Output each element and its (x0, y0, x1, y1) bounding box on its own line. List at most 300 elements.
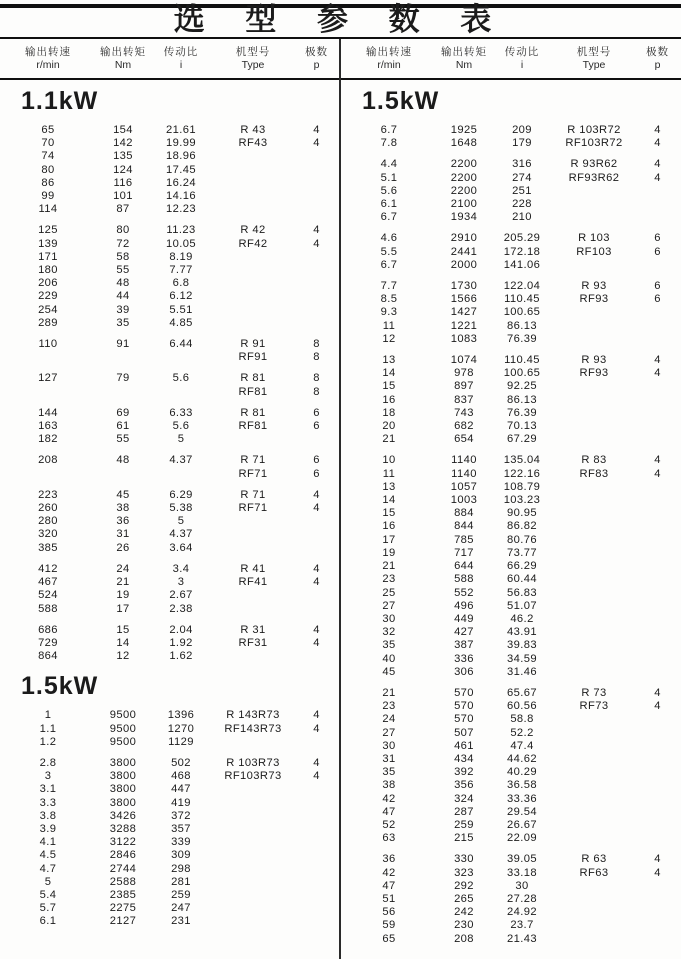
table-cell: 144 (38, 406, 58, 419)
table-cell: 21 (382, 433, 396, 446)
table-cell: 1140 (451, 467, 477, 480)
table-cell: 978 (454, 367, 474, 380)
table-cell: 6.1 (380, 198, 398, 211)
table-cell: 79 (116, 372, 130, 385)
column-header-label: 输出转矩 (441, 46, 487, 58)
table-cell: 392 (454, 766, 474, 779)
table-cell: 320 (38, 528, 58, 541)
table-cell (212, 863, 294, 876)
table-row (0, 164, 339, 177)
table-cell: 9500 (109, 709, 137, 722)
table-cell: 2441 (450, 245, 478, 258)
table-row (0, 454, 339, 467)
table-cell (294, 603, 339, 616)
table-row (341, 867, 681, 880)
table-row (341, 832, 681, 845)
table-cell: 6 (313, 467, 320, 480)
table-cell (553, 306, 635, 319)
table-cell: 38 (116, 502, 130, 515)
table-cell: RF41 (238, 576, 268, 589)
table-cell: 496 (454, 599, 474, 612)
table-cell: R 91 (240, 338, 266, 351)
table-cell (294, 902, 339, 915)
table-cell: 2000 (450, 258, 478, 271)
table-cell: 298 (171, 862, 191, 875)
table-cell: RF103 (576, 245, 612, 258)
table-cell: 60.44 (507, 573, 537, 586)
column-header-label: 极数 (305, 46, 328, 58)
column-header (553, 46, 635, 72)
table-cell: 229 (38, 290, 58, 303)
row-block (341, 280, 681, 346)
table-cell: R 83 (581, 454, 607, 467)
table-cell (635, 666, 680, 679)
table-cell (553, 906, 635, 919)
table-cell: 33.18 (507, 866, 537, 879)
table-cell: 47 (382, 805, 396, 818)
table-cell: 467 (38, 576, 58, 589)
table-cell: 1648 (450, 137, 478, 150)
table-row (341, 420, 681, 433)
table-cell: 1925 (450, 124, 478, 136)
table-row (0, 150, 339, 163)
table-cell (212, 177, 294, 190)
table-cell: 2127 (109, 915, 137, 928)
table-row (0, 810, 339, 823)
table-cell: 80 (116, 224, 130, 237)
table-cell (553, 407, 635, 420)
row-block (0, 563, 339, 616)
table-cell (635, 520, 680, 533)
table-cell: 1003 (450, 494, 478, 507)
table-row (0, 823, 339, 836)
table-row (341, 779, 681, 792)
table-cell (635, 306, 680, 319)
table-cell: 58 (116, 250, 130, 263)
table-cell (553, 626, 635, 639)
table-row (341, 246, 681, 259)
table-cell (294, 783, 339, 796)
table-cell (635, 494, 680, 507)
table-cell: 4 (313, 224, 320, 237)
table-cell: 44 (116, 290, 130, 303)
table-cell: 4.1 (39, 836, 57, 849)
table-row (341, 481, 681, 494)
table-cell: 7.8 (380, 137, 398, 150)
table-cell (553, 587, 635, 600)
section-power-title: 1.5kW (362, 87, 440, 115)
table-cell: 4 (313, 137, 320, 150)
table-row (0, 637, 339, 650)
table-cell (294, 177, 339, 190)
table-cell (212, 150, 294, 163)
table-row (341, 306, 681, 319)
table-cell (553, 494, 635, 507)
table-cell: RF103R73 (224, 770, 282, 783)
table-row (341, 766, 681, 779)
table-row (341, 367, 681, 380)
table-cell (294, 589, 339, 602)
table-cell: 80 (41, 163, 55, 176)
table-cell: 3 (44, 770, 52, 783)
table-row (0, 902, 339, 915)
table-cell (294, 849, 339, 862)
table-cell: 8.19 (169, 250, 193, 263)
table-cell: 8 (313, 385, 320, 398)
table-cell (553, 573, 635, 586)
table-cell: 2.8 (39, 756, 57, 769)
table-cell: 27 (382, 726, 396, 739)
table-cell: 2910 (450, 232, 478, 245)
table-row (0, 515, 339, 528)
row-block (341, 354, 681, 446)
table-cell: 309 (171, 849, 191, 862)
table-cell (553, 481, 635, 494)
table-cell: 23 (382, 573, 396, 586)
table-cell (212, 783, 294, 796)
column-header-label: 传动比 (163, 46, 199, 58)
row-block (341, 124, 681, 150)
table-cell: R 63 (581, 853, 607, 866)
table-cell: 2275 (109, 902, 137, 915)
table-cell: 13 (382, 480, 396, 493)
table-cell: 47 (382, 879, 396, 892)
table-cell: 259 (171, 888, 191, 901)
table-cell (212, 203, 294, 216)
table-cell: 15 (116, 623, 130, 636)
table-cell (96, 351, 150, 364)
table-cell: R 71 (240, 454, 266, 467)
table-cell: 127 (38, 372, 58, 385)
table-cell (553, 740, 635, 753)
table-cell: 3800 (109, 756, 137, 769)
column-header-unit: r/min (36, 59, 60, 71)
table-cell: 20 (382, 420, 396, 433)
table-cell: 19 (382, 546, 396, 559)
table-cell: 2.38 (169, 602, 193, 615)
table-cell: 5 (177, 515, 185, 528)
table-cell: 30 (382, 739, 396, 752)
table-cell: RF43 (238, 137, 268, 150)
table-cell: 357 (171, 822, 191, 835)
table-cell: 86.82 (507, 520, 537, 533)
table-cell (635, 806, 680, 819)
table-row (0, 264, 339, 277)
table-row (341, 573, 681, 586)
column-header-label: 极数 (646, 46, 669, 58)
table-cell: 9500 (109, 722, 137, 735)
table-cell: 4 (654, 454, 661, 467)
table-row (341, 793, 681, 806)
table-cell: 21.43 (507, 932, 537, 945)
table-cell: 103.23 (503, 494, 541, 507)
table-cell: 280 (38, 515, 58, 528)
table-cell (553, 832, 635, 845)
table-cell: 12.23 (166, 203, 196, 216)
table-cell (212, 433, 294, 446)
table-cell: 3122 (109, 836, 137, 849)
table-cell: 4.37 (169, 454, 193, 467)
row-block (341, 687, 681, 845)
column-header (212, 46, 294, 72)
table-cell: 51 (382, 892, 396, 905)
table-cell: 259 (454, 818, 474, 831)
table-cell: 99 (41, 190, 55, 203)
table-cell: 5.6 (172, 372, 190, 385)
table-cell: 55 (116, 264, 130, 277)
table-cell (553, 380, 635, 393)
table-cell: 2200 (450, 158, 478, 171)
left-table-panel (0, 40, 339, 959)
column-header (491, 46, 553, 72)
table-cell (635, 793, 680, 806)
table-cell: 40.29 (507, 766, 537, 779)
table-cell (553, 547, 635, 560)
table-cell: 1 (44, 709, 52, 722)
table-cell (553, 433, 635, 446)
table-cell: 26.67 (507, 818, 537, 831)
table-cell: 7.7 (380, 280, 398, 293)
table-cell: 274 (512, 171, 532, 184)
table-row (0, 277, 339, 290)
table-cell: R 31 (240, 623, 266, 636)
table-cell: 5.6 (172, 420, 190, 433)
table-cell: 5 (177, 433, 185, 446)
table-cell: 5.38 (169, 502, 193, 515)
table-row (341, 407, 681, 420)
table-cell (212, 902, 294, 915)
table-cell: 70.13 (507, 420, 537, 433)
table-cell: 3800 (109, 783, 137, 796)
column-headers (0, 40, 339, 78)
table-cell: 209 (512, 124, 532, 136)
table-row (0, 137, 339, 150)
column-header (437, 46, 491, 72)
table-cell (294, 542, 339, 555)
table-row (341, 727, 681, 740)
table-cell: 19 (116, 589, 130, 602)
table-cell: 108.79 (503, 480, 541, 493)
table-cell: 1270 (167, 722, 195, 735)
table-row (0, 372, 339, 385)
table-cell (635, 380, 680, 393)
table-cell: 36 (116, 515, 130, 528)
table-cell: 729 (38, 636, 58, 649)
table-row (341, 740, 681, 753)
table-cell: 2846 (109, 849, 137, 862)
page-title: 选 型 参 数 表 (173, 2, 508, 37)
table-row (0, 723, 339, 736)
table-row (0, 863, 339, 876)
table-cell: 19.99 (166, 137, 196, 150)
table-cell (635, 779, 680, 792)
table-cell: 434 (454, 752, 474, 765)
table-cell: 4 (654, 467, 661, 480)
table-cell (635, 507, 680, 520)
table-cell: 45 (116, 488, 130, 501)
table-cell: 5.1 (380, 171, 398, 184)
table-cell (635, 433, 680, 446)
table-cell: 231 (171, 915, 191, 928)
column-header-label: 机型号 (576, 46, 612, 58)
table-cell: 717 (454, 546, 474, 559)
table-cell: RF42 (238, 237, 268, 250)
table-cell: 80.76 (507, 533, 537, 546)
table-cell: 76.39 (507, 406, 537, 419)
table-cell (635, 753, 680, 766)
table-row (341, 198, 681, 211)
table-cell: 324 (454, 792, 474, 805)
table-cell: 1.92 (169, 636, 193, 649)
table-cell: 4.4 (380, 158, 398, 171)
table-row (0, 420, 339, 433)
table-cell (212, 251, 294, 264)
table-cell (294, 277, 339, 290)
table-cell: 785 (454, 533, 474, 546)
table-cell: 1129 (168, 735, 194, 748)
table-cell (96, 386, 150, 399)
table-cell: 4 (313, 756, 320, 769)
table-cell: 4.85 (169, 316, 193, 329)
table-cell: 356 (454, 779, 474, 792)
table-row (341, 893, 681, 906)
table-cell: R 93 (581, 354, 607, 367)
table-row (0, 603, 339, 616)
table-cell: 461 (454, 739, 474, 752)
table-cell: 42 (382, 866, 396, 879)
table-cell: 3.3 (39, 796, 57, 809)
table-cell: 5.51 (169, 303, 193, 316)
table-row (341, 320, 681, 333)
table-cell: 6 (313, 406, 320, 419)
table-cell (212, 264, 294, 277)
table-row (341, 806, 681, 819)
table-cell (635, 481, 680, 494)
table-cell (553, 333, 635, 346)
table-cell: 122.04 (503, 280, 541, 293)
table-cell: 2385 (109, 888, 137, 901)
table-row (0, 224, 339, 237)
table-row (341, 560, 681, 573)
table-row (0, 238, 339, 251)
table-row (341, 666, 681, 679)
table-cell: 6.7 (380, 258, 398, 271)
table-cell: R 43 (240, 124, 266, 136)
table-cell: 31.46 (507, 665, 537, 678)
table-cell: 32 (382, 626, 396, 639)
table-cell: 34.59 (507, 652, 537, 665)
table-cell: 5.6 (380, 184, 398, 197)
table-cell (635, 333, 680, 346)
table-cell: 110 (38, 338, 58, 351)
table-cell (212, 823, 294, 836)
column-headers (341, 40, 681, 78)
table-cell (553, 259, 635, 272)
table-cell: 4 (313, 709, 320, 722)
table-cell: 33.36 (507, 792, 537, 805)
table-cell: 60.56 (507, 700, 537, 713)
column-header (96, 46, 150, 72)
table-row (341, 547, 681, 560)
right-table-panel (341, 40, 681, 959)
table-cell (635, 819, 680, 832)
table-cell: 36.58 (507, 779, 537, 792)
table-cell (553, 185, 635, 198)
table-cell: 163 (38, 420, 58, 433)
table-cell: 588 (454, 573, 474, 586)
column-header-label: 传动比 (504, 46, 540, 58)
table-cell (635, 547, 680, 560)
table-cell: 125 (38, 224, 58, 237)
table-cell (635, 740, 680, 753)
column-header-unit: Type (241, 59, 265, 71)
table-cell: 837 (454, 393, 474, 406)
table-cell (294, 264, 339, 277)
table-cell: R 71 (240, 488, 266, 501)
table-row (0, 468, 339, 481)
table-cell: 412 (38, 562, 58, 575)
row-block (341, 232, 681, 272)
table-cell (553, 394, 635, 407)
table-cell: 502 (171, 756, 191, 769)
table-cell: 35 (116, 316, 130, 329)
table-row (0, 190, 339, 203)
table-cell: RF81 (238, 385, 268, 398)
table-cell: 92.25 (507, 380, 537, 393)
table-cell: 26 (116, 541, 130, 554)
table-cell: 1.62 (169, 650, 193, 663)
table-cell (553, 507, 635, 520)
table-cell (635, 639, 680, 652)
table-cell: 47.4 (510, 739, 534, 752)
table-row (341, 687, 681, 700)
table-cell: 48 (116, 277, 130, 290)
column-header-unit: p (654, 59, 661, 71)
table-cell (0, 351, 96, 364)
column-header-unit: Type (582, 59, 606, 71)
table-cell: 11 (382, 467, 396, 480)
table-cell: 59 (382, 919, 396, 932)
table-cell (212, 797, 294, 810)
table-cell: 12 (382, 332, 396, 345)
table-cell: 3426 (109, 809, 137, 822)
table-cell: 110.45 (504, 293, 540, 306)
table-cell (553, 806, 635, 819)
table-cell: 100.65 (503, 367, 541, 380)
table-cell (294, 876, 339, 889)
table-cell (212, 849, 294, 862)
table-cell: 22.09 (507, 832, 537, 845)
table-cell: 21 (382, 560, 396, 573)
section-power-title: 1.5kW (21, 672, 99, 701)
table-cell: 114 (38, 203, 58, 216)
table-cell: 14.16 (166, 190, 196, 203)
table-cell: 247 (171, 902, 191, 915)
table-cell: 9.3 (380, 306, 398, 319)
table-cell (212, 589, 294, 602)
table-cell: 1.2 (39, 735, 57, 748)
table-cell: 588 (38, 602, 58, 615)
table-cell (294, 164, 339, 177)
table-cell (635, 587, 680, 600)
table-row (341, 232, 681, 245)
table-cell: 2.67 (169, 589, 193, 602)
table-row (0, 849, 339, 862)
table-cell: 52 (382, 818, 396, 831)
table-cell: 3.4 (172, 562, 190, 575)
table-cell: RF91 (238, 351, 268, 364)
table-cell: 6.33 (169, 406, 193, 419)
